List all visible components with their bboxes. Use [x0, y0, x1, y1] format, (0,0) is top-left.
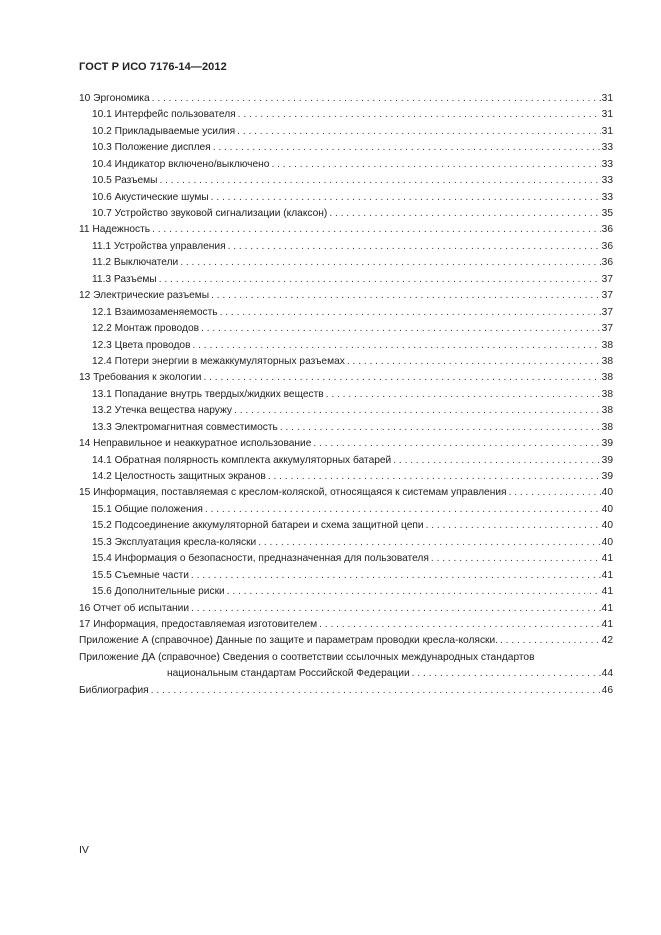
toc-entry-page: 40 [601, 503, 613, 515]
toc-entry[interactable] [79, 436, 613, 452]
toc-entry-page: 31 [601, 92, 613, 104]
toc-leader-dots [238, 107, 601, 123]
toc-entry-page: 33 [601, 191, 613, 203]
toc-leader-dots [227, 584, 601, 600]
toc-entry-title: 15.2 Подсоединение аккумуляторной батареи и схема защитной цепи [92, 520, 424, 532]
toc-leader-dots [313, 436, 600, 452]
toc-entry[interactable] [79, 255, 613, 271]
toc-entry[interactable] [79, 568, 613, 584]
toc-entry[interactable] [79, 157, 613, 173]
toc-leader-dots [180, 255, 600, 271]
toc-entry-page: 40 [601, 536, 613, 548]
toc-entry-title: 10.5 Разъемы [92, 175, 158, 187]
toc-entry-page: 38 [601, 372, 613, 384]
toc-entry[interactable] [79, 288, 613, 304]
toc-entry-page: 40 [601, 487, 613, 499]
toc-leader-dots [326, 387, 601, 403]
toc-leader-dots [152, 222, 601, 238]
toc-entry-title: 15.5 Съемные части [92, 569, 189, 581]
toc-entry-title: 10.6 Акустические шумы [92, 191, 209, 203]
toc-entry[interactable] [79, 535, 613, 551]
toc-entry[interactable] [79, 617, 613, 633]
toc-entry[interactable] [79, 469, 613, 485]
toc-entry-title: 15.6 Дополнительные риски [92, 586, 225, 598]
toc-leader-dots [191, 601, 601, 617]
toc-entry-title: 14 Неправильное и неаккуратное использование [79, 438, 312, 450]
toc-leader-dots [152, 91, 601, 107]
toc-entry-title: 12 Электрические разъемы [79, 290, 210, 302]
toc-entry[interactable] [79, 486, 613, 502]
toc-leader-dots [412, 666, 601, 682]
toc-entry-title: 11.2 Выключатели [92, 257, 179, 269]
toc-entry-title-continuation [79, 666, 613, 682]
toc-entry-page: 31 [601, 109, 613, 121]
toc-entry-page: 44 [601, 668, 613, 680]
toc-entry[interactable] [79, 124, 613, 140]
toc-entry-title: 15.1 Общие положения [92, 503, 203, 515]
toc-leader-dots [431, 551, 601, 567]
toc-entry-title-line2: национальным стандартам Российской Федерации [167, 668, 410, 680]
toc-entry-title: 15.4 Информация о безопасности, предназначенная для пользователя [92, 553, 429, 565]
toc-entry[interactable] [79, 305, 613, 321]
toc-entry-title: 15 Информация, поставляемая с креслом-коляской, относящаяся к системам управления [79, 487, 507, 499]
toc-entry[interactable] [79, 370, 613, 386]
toc-entry-page: 33 [601, 175, 613, 187]
toc-entry-title: 11.1 Устройства управления [92, 240, 226, 252]
toc-entry-title: 11.3 Разъемы [92, 273, 157, 285]
toc-entry-page: 39 [601, 438, 613, 450]
toc-entry[interactable] [79, 91, 613, 107]
toc-entry[interactable] [79, 633, 613, 649]
toc-entry[interactable] [79, 140, 613, 156]
toc-entry-page: 41 [601, 586, 613, 598]
toc-entry-page: 33 [601, 158, 613, 170]
toc-entry-page: 38 [601, 355, 613, 367]
toc-leader-dots [211, 190, 601, 206]
toc-entry-title: 10.1 Интерфейс пользователя [92, 109, 236, 121]
toc-entry-page: 41 [601, 553, 613, 565]
toc-entry-title: 12.3 Цвета проводов [92, 339, 191, 351]
toc-leader-dots [500, 633, 601, 649]
toc-entry-page: 37 [601, 290, 613, 302]
toc-entry-page: 42 [601, 635, 613, 647]
toc-entry-title: Библиография [79, 684, 149, 696]
toc-leader-dots [220, 305, 601, 321]
toc-entry-title: Приложение ДА (справочное) Сведения о соответствии ссылочных международных стандартов [79, 651, 535, 663]
toc-entry[interactable] [79, 223, 613, 239]
toc-entry-page: 38 [601, 388, 613, 400]
toc-leader-dots [159, 272, 601, 288]
toc-entry-appendix-da[interactable] [79, 650, 613, 683]
toc-entry-title: 10.7 Устройство звуковой сигнализации (клаксон) [92, 208, 328, 220]
toc-entry[interactable] [79, 338, 613, 354]
toc-entry[interactable] [79, 190, 613, 206]
toc-entry[interactable] [79, 272, 613, 288]
toc-entry-page: 39 [601, 471, 613, 483]
toc-entry-title: 10.2 Прикладываемые усилия [92, 125, 236, 137]
toc-leader-dots [191, 568, 601, 584]
toc-leader-dots [201, 321, 601, 337]
toc-entry-title: 13.1 Попадание внутрь твердых/жидких веществ [92, 388, 324, 400]
toc-leader-dots [159, 173, 600, 189]
toc-entry-title: 13.3 Электромагнитная совместимость [92, 421, 278, 433]
toc-entry-page: 38 [601, 421, 613, 433]
toc-entry-page: 41 [601, 618, 613, 630]
toc-entry[interactable] [79, 453, 613, 469]
toc-entry-page: 38 [601, 339, 613, 351]
toc-entry-title: 10 Эргономика [79, 92, 150, 104]
document-header: ГОСТ Р ИСО 7176-14—2012 [79, 61, 227, 73]
toc-entry-page: 37 [601, 323, 613, 335]
toc-entry-page: 36 [601, 257, 613, 269]
toc-entry-page: 31 [601, 125, 613, 137]
toc-leader-dots [213, 140, 601, 156]
toc-leader-dots [347, 354, 601, 370]
toc-entry-page: 36 [601, 240, 613, 252]
toc-leader-dots [509, 485, 601, 501]
toc-entry-title: 14.1 Обратная полярность комплекта аккумуляторных батарей [92, 454, 392, 466]
toc-entry-page: 46 [601, 684, 613, 696]
toc-leader-dots [234, 403, 601, 419]
toc-leader-dots [237, 124, 601, 140]
toc-entry-page: 36 [601, 224, 613, 236]
toc-leader-dots [151, 683, 601, 699]
toc-entry-title: 12.1 Взаимозаменяемость [92, 306, 218, 318]
toc-entry[interactable] [79, 206, 613, 222]
toc-entry[interactable] [79, 403, 613, 419]
table-of-contents [79, 91, 613, 699]
toc-entry-page: 41 [601, 602, 613, 614]
toc-entry-title: 13 Требования к экологии [79, 372, 202, 384]
toc-entry-page: 37 [601, 273, 613, 285]
toc-leader-dots [192, 338, 600, 354]
toc-entry-page: 38 [601, 405, 613, 417]
toc-leader-dots [280, 420, 601, 436]
toc-leader-dots [211, 288, 601, 304]
toc-entry[interactable] [79, 239, 613, 255]
toc-entry-title: Приложение А (справочное) Данные по защите и параметрам проводки кресла-коляски. [79, 635, 499, 647]
toc-leader-dots [258, 535, 600, 551]
toc-entry-title: 16 Отчет об испытании [79, 602, 190, 614]
toc-leader-dots [329, 206, 600, 222]
toc-leader-dots [205, 502, 601, 518]
toc-leader-dots [393, 453, 600, 469]
toc-leader-dots [319, 617, 600, 633]
toc-entry-title: 14.2 Целостность защитных экранов [92, 471, 266, 483]
toc-entry-page: 33 [601, 142, 613, 154]
toc-leader-dots [228, 239, 601, 255]
toc-entry-page: 40 [601, 520, 613, 532]
toc-entry[interactable] [79, 354, 613, 370]
toc-entry[interactable] [79, 502, 613, 518]
toc-entry-title: 12.2 Монтаж проводов [92, 323, 200, 335]
toc-entry-title: 15.3 Эксплуатация кресла-коляски [92, 536, 257, 548]
toc-entry[interactable] [79, 173, 613, 189]
toc-entry-page: 39 [601, 454, 613, 466]
toc-entry-title: 17 Информация, предоставляемая изготовителем [79, 618, 318, 630]
toc-entry-title: 11 Надежность [79, 224, 151, 236]
toc-entry-title: 12.4 Потери энергии в межаккумуляторных разъемах [92, 355, 345, 367]
toc-entry[interactable] [79, 321, 613, 337]
toc-entry[interactable] [79, 584, 613, 600]
toc-leader-dots [203, 370, 600, 386]
toc-entry[interactable] [79, 551, 613, 567]
toc-entry-bibliography[interactable] [79, 683, 613, 699]
toc-leader-dots [271, 157, 600, 173]
page-number: IV [79, 844, 89, 856]
toc-entry[interactable] [79, 601, 613, 617]
toc-entry[interactable] [79, 518, 613, 534]
toc-leader-dots [426, 518, 601, 534]
toc-entry[interactable] [79, 420, 613, 436]
toc-entry-title: 13.2 Утечка вещества наружу [92, 405, 233, 417]
toc-entry-title: 10.4 Индикатор включено/выключено [92, 158, 270, 170]
toc-entry-page: 35 [601, 208, 613, 220]
toc-entry-title: 10.3 Положение дисплея [92, 142, 211, 154]
toc-entry-page: 41 [601, 569, 613, 581]
toc-entry[interactable] [79, 387, 613, 403]
toc-entry[interactable] [79, 107, 613, 123]
toc-leader-dots [268, 469, 601, 485]
toc-entry-page: 37 [601, 306, 613, 318]
